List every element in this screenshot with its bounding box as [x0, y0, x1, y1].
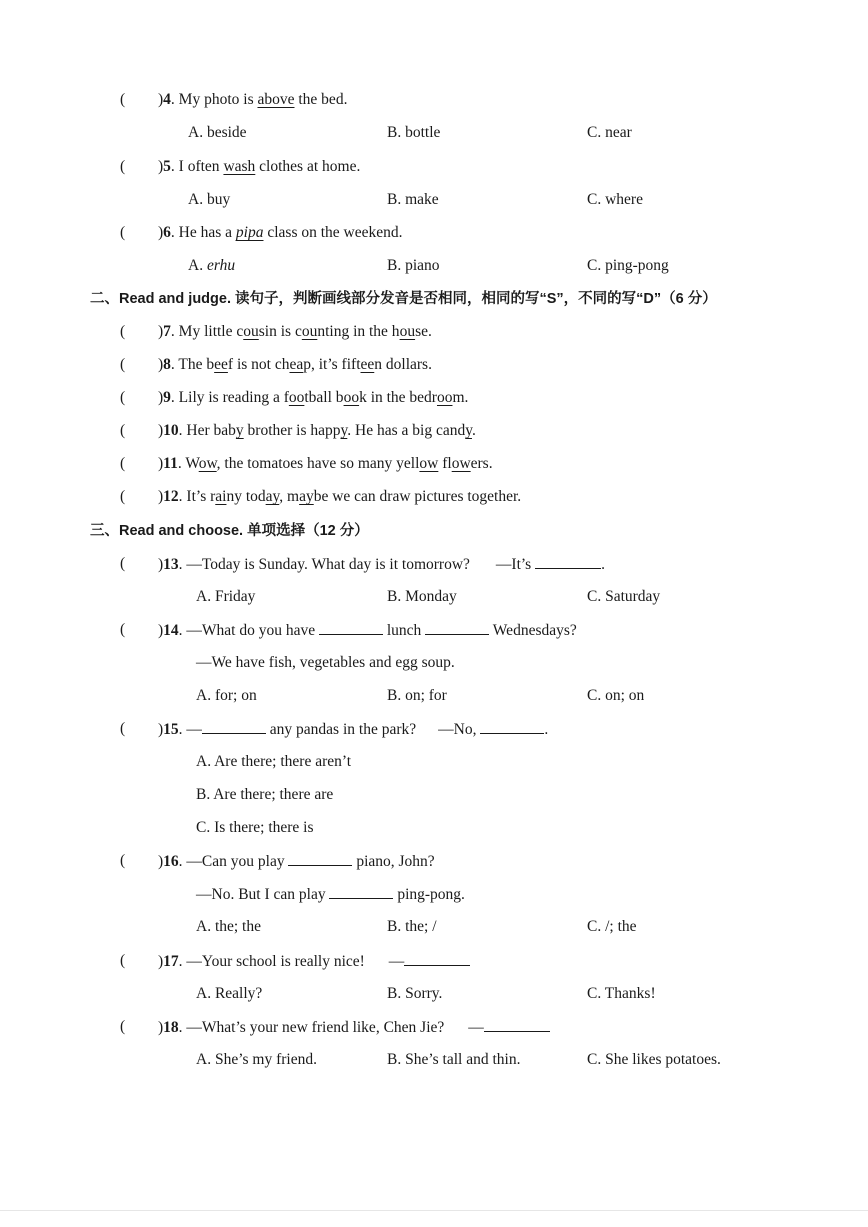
blank [484, 1017, 550, 1032]
sentence-text: W [185, 455, 199, 472]
option-16-c: C. /; the [587, 918, 637, 935]
option-18-a: A. She’s my friend. [196, 1051, 317, 1068]
underlined-word: above [257, 91, 295, 108]
underlined-letters: ow [198, 455, 217, 472]
underlined-letters: ow [451, 455, 471, 472]
answer-bracket-4[interactable]: ( [120, 91, 126, 108]
answer-bracket-18[interactable]: ( [120, 1018, 126, 1035]
option-4-a: A. beside [188, 124, 247, 141]
underlined-letters: ay [265, 488, 280, 505]
sentence-text: sin is c [258, 323, 302, 340]
question-13: )13. —Today is Sunday. What day is it tomorrow? —It’s . [158, 556, 605, 573]
option-14-c: C. on; on [587, 687, 645, 704]
sentence-text: It’s r [186, 488, 216, 505]
question-18: )18. —What’s your new friend like, Chen Jie? — [158, 1017, 550, 1038]
underlined-word: pipa [235, 224, 264, 241]
sentence-text: The b [178, 356, 215, 373]
sentence-text: fl [438, 455, 452, 472]
sentence-text: p, it’s fift [303, 356, 361, 373]
blank [404, 951, 470, 966]
answer-bracket-14[interactable]: ( [120, 621, 126, 638]
sentence-text: m. [452, 389, 469, 406]
option-5-b: B. make [387, 191, 439, 208]
question-5: )5. I often wash clothes at home. [158, 158, 361, 175]
sentence-text: My little [178, 323, 237, 340]
option-13-b: B. Monday [387, 588, 457, 605]
blank [425, 620, 489, 635]
sentence-text: , m [279, 488, 300, 505]
option-16-a: A. the; the [196, 918, 261, 935]
underlined-letters: oo [436, 389, 453, 406]
question-6: )6. He has a pipa class on the weekend. [158, 224, 403, 241]
question-9: )9. Lily is reading a football book in the bedroom. [158, 389, 469, 406]
page-bottom-edge [0, 1210, 868, 1211]
answer-bracket-13[interactable]: ( [120, 555, 126, 572]
blank [480, 719, 544, 734]
question-10: )10. Her baby brother is happy. He has a big candy. [158, 422, 476, 439]
sentence-text: . [471, 422, 476, 439]
answer-bracket-6[interactable]: ( [120, 224, 126, 241]
underlined-letters: oo [288, 389, 305, 406]
blank [202, 719, 266, 734]
question-16-response: —No. But I can play ping-pong. [196, 886, 465, 903]
question-14-response: —We have fish, vegetables and egg soup. [196, 654, 455, 671]
answer-bracket-16[interactable]: ( [120, 852, 126, 869]
question-8: )8. The beef is not cheap, it’s fifteen dollars. [158, 356, 432, 373]
underlined-letters: ee [214, 356, 228, 373]
option-17-a: A. Really? [196, 985, 263, 1002]
blank [288, 851, 352, 866]
answer-bracket-5[interactable]: ( [120, 158, 126, 175]
question-14: )14. —What do you have lunch Wednesdays? [158, 622, 577, 639]
sentence-text: Her bab [186, 422, 236, 439]
option-13-c: C. Saturday [587, 588, 661, 605]
underlined-word: wash [223, 158, 256, 175]
sentence-text: . He has a big cand [347, 422, 466, 439]
question-7: )7. My little cousin is counting in the house. [158, 323, 432, 340]
sentence-text: tball b [304, 389, 344, 406]
question-12: )12. It’s rainy today, maybe we can draw pictures together. [158, 488, 522, 505]
option-18-c: C. She likes potatoes. [587, 1051, 721, 1068]
option-15-b: B. Are there; there are [196, 786, 334, 803]
sentence-text: be we can draw pictures together. [313, 488, 522, 505]
option-6-b: B. piano [387, 257, 440, 274]
question-17: )17. —Your school is really nice! — [158, 951, 470, 972]
section-3-title: 三、Read and choose. 单项选择（12 分） [90, 523, 369, 539]
option-6-a: A. erhu [188, 257, 236, 274]
underlined-letters: oo [343, 389, 360, 406]
option-17-c: C. Thanks! [587, 985, 656, 1002]
option-4-c: C. near [587, 124, 632, 141]
answer-bracket-15[interactable]: ( [120, 720, 126, 737]
option-5-a: A. buy [188, 191, 231, 208]
answer-bracket-9[interactable]: ( [120, 389, 126, 406]
sentence-text: brother is happ [243, 422, 341, 439]
answer-bracket-12[interactable]: ( [120, 488, 126, 505]
underlined-letters: ea [289, 356, 304, 373]
question-16: )16. —Can you play piano, John? [158, 853, 435, 870]
blank [319, 620, 383, 635]
section-2-title: 二、Read and judge. 读句子，判断画线部分发音是否相同，相同的写“S”，不同的写“D”（6 分） [90, 291, 717, 307]
option-13-a: A. Friday [196, 588, 256, 605]
underlined-letters: ee [360, 356, 375, 373]
option-14-a: A. for; on [196, 687, 257, 704]
sentence-text: ers. [470, 455, 493, 472]
option-18-b: B. She’s tall and thin. [387, 1051, 521, 1068]
option-6-c: C. ping-pong [587, 257, 669, 274]
answer-bracket-11[interactable]: ( [120, 455, 126, 472]
answer-bracket-10[interactable]: ( [120, 422, 126, 439]
answer-bracket-8[interactable]: ( [120, 356, 126, 373]
question-4: )4. My photo is above the bed. [158, 91, 348, 108]
underlined-letters: y [465, 422, 472, 439]
option-5-c: C. where [587, 191, 643, 208]
answer-bracket-17[interactable]: ( [120, 952, 126, 969]
sentence-text: , the tomatoes have so many yell [216, 455, 420, 472]
question-15: )15. — any pandas in the park? —No, . [158, 721, 549, 738]
sentence-text: Lily is reading a f [178, 389, 289, 406]
underlined-letters: y [340, 422, 348, 439]
underlined-letters: ai [215, 488, 227, 505]
sentence-text: nting in the h [317, 323, 400, 340]
option-text: erhu [206, 257, 236, 274]
answer-bracket-7[interactable]: ( [120, 323, 126, 340]
sentence-text: se. [415, 323, 432, 340]
option-4-b: B. bottle [387, 124, 441, 141]
option-17-b: B. Sorry. [387, 985, 443, 1002]
sentence-text: f is not ch [227, 356, 290, 373]
sentence-text: ny tod [226, 488, 266, 505]
option-15-a: A. Are there; there aren’t [196, 753, 352, 770]
sentence-text: c [236, 323, 244, 340]
blank [535, 554, 601, 569]
underlined-letters: ou [301, 323, 318, 340]
sentence-text: k in the bedr [359, 389, 437, 406]
question-11: )11. Wow, the tomatoes have so many yellow flowers. [158, 455, 493, 472]
sentence-text: n dollars. [374, 356, 432, 373]
blank [329, 884, 393, 899]
option-16-b: B. the; / [387, 918, 437, 935]
underlined-letters: ay [299, 488, 314, 505]
underlined-letters: ow [419, 455, 439, 472]
underlined-letters: y [235, 422, 244, 439]
option-14-b: B. on; for [387, 687, 447, 704]
underlined-letters: ou [243, 323, 259, 340]
underlined-letters: ou [399, 323, 416, 340]
option-15-c: C. Is there; there is [196, 819, 314, 836]
